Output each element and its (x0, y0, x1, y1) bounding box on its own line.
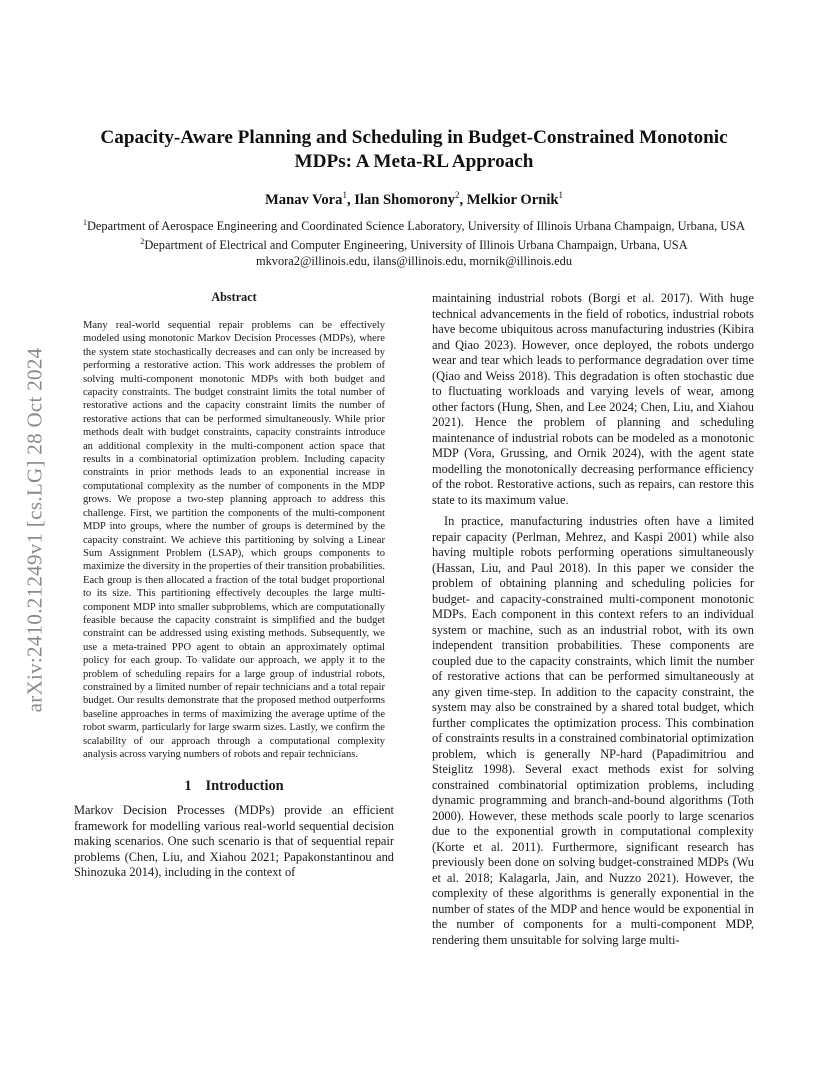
author-emails: mkvora2@illinois.edu, ilans@illinois.edu, mornik@illinois.edu (255, 254, 573, 269)
intro-paragraph-1-start: Markov Decision Processes (MDPs) provide an efficient framework for modelling various real-world sequential decision making scenarios. One such scenario is that of sequential repair problems (Chen, Liu, and Xiahou 2021; Papakonstantinou and Shinozuka 2014), including in the context of (74, 803, 394, 880)
abstract-heading: Abstract (211, 290, 257, 304)
arxiv-identifier-text: arXiv:2410.21249v1 [cs.LG] 28 Oct 2024 (22, 347, 47, 713)
author-3 (467, 192, 563, 208)
author-separator: , (459, 191, 467, 208)
affiliation-1 (74, 215, 754, 234)
title-line-2: MDPs: A Meta-RL Approach (294, 151, 534, 172)
section-heading-introduction (74, 778, 394, 795)
author-2 (354, 192, 467, 208)
right-column (432, 291, 754, 948)
paper-title (74, 126, 754, 174)
section-number: 1 (184, 778, 192, 795)
author-1 (265, 192, 354, 208)
intro-paragraph-2: In practice, manufacturing industries often have a limited repair capacity (Perlman, Mehrez, and Kaspi 2001) while also having multiple robots performing operations simultaneously (Hassan, Liu, and Paul 2018). In this paper we consider the problem of obtaining planning and scheduling policies for budget- and capacity-constrained multi-component monotonic MDPs. Each component in this context refers to an individual system or machine, such as an industrial robot, with its own independent transition probabilities. These components are coupled due to the capacity constraints, which limit the number of restorative actions that can be performed simultaneously at any given time-step. In addition to the capacity constraint, the system may also be constrained by a shared total budget, which further complicates the optimization process. This combination of constraints results in a constrained combinatorial optimization problem, which is generally NP-hard (Papadimitriou and Steiglitz 1998). Several exact methods exist for solving constrained combinatorial optimization problems, including dynamic programming and branch-and-bound algorithms (Toth 2000). However, these methods scale poorly to large scenarios due to the exponential growth in computational complexity (Korte et al. 2011). Furthermore, significant research has previously been done on solving budget-constrained MDPs (Wu et al. 2018; Kalagarla, Jain, and Nuzzo 2021). However, the complexity of these algorithms is generally exponential in the number of states of the MDP and hence would be exponential in the number of components for a multi-component MDP, rendering them unsuitable for solving large multi- (432, 514, 754, 947)
author-2-affil-mark: 2 (454, 190, 460, 200)
author-list (74, 190, 754, 209)
affiliation-2-mark: 2 (140, 236, 145, 246)
title-line-1: Capacity-Aware Planning and Scheduling in Budget-Constrained Monotonic (100, 127, 728, 148)
left-column (74, 290, 394, 881)
author-1-affil-mark: 1 (342, 190, 347, 200)
author-1-name: Manav Vora (265, 191, 343, 208)
paper-header (74, 126, 754, 269)
affiliation-1-mark: 1 (82, 217, 87, 227)
intro-paragraph-1-continued: maintaining industrial robots (Borgi et al. 2017). With huge technical advancements in the field of robotics, industrial robots have become ubiquitous across manufacturing industries (Kibira and Qiao 2023). However, once deployed, the robots undergo wear and tear which leads to performance degradation over time (Qiao and Weiss 2018). This degradation is often stochastic due to fluctuating workloads and varying levels of wear, among other factors (Hung, Shen, and Lee 2024; Chen, Liu, and Xiahou 2021). Hence the problem of planning and scheduling maintenance of industrial robots can be modeled as a monotonic MDP (Vora, Grussing, and Ornik 2024), with the agent state modelling the monotonically decreasing performance efficiency of the robot. Restorative actions, such as repairs, can restore this state to its maximum value. (432, 291, 754, 507)
author-separator: , (346, 191, 355, 208)
affiliation-2-text: Department of Electrical and Computer Engineering, University of Illinois Urbana Champaign, Urbana, USA (144, 238, 688, 253)
author-3-affil-mark: 1 (558, 190, 563, 200)
section-title: Introduction (205, 778, 284, 795)
affiliation-1-text: Department of Aerospace Engineering and Coordinated Science Laboratory, University of Illinois Urbana Champaign, Urbana, USA (86, 218, 746, 233)
affiliations (74, 215, 754, 269)
arxiv-identifier-stamp (20, 290, 50, 770)
author-3-name: Melkior Ornik (466, 191, 559, 208)
affiliation-2 (74, 234, 754, 253)
author-2-name: Ilan Shomorony (354, 191, 455, 208)
abstract-text: Many real-world sequential repair problems can be effectively modeled using monotonic Markov Decision Processes (MDPs), where the system state stochastically decreases and can only be increased by performing a restorative action. This work addresses the problem of solving multi-component monotonic MDPs with both budget and capacity constraints. The budget constraint limits the total number of restorative actions and the capacity constraint limits the number of restorative actions that can be performed simultaneously. While prior methods dealt with budget constraints, capacity constraints introduce an additional complexity in the multi-component action space that results in a combinatorial optimization problem. Including capacity constraints in prior methods leads to an exponential increase in computational complexity as the number of components in the MDP grows. We propose a two-step planning approach to address this challenge. First, we partition the components of the multi-component MDP into groups, where the number of groups is determined by the capacity constraint. We achieve this partitioning by solving a Linear Sum Assignment Problem (LSAP), which groups components to maximize the diversity in the properties of their transition probabilities. Each group is then allocated a fraction of the total budget proportional to its size. This partitioning effectively decouples the large multi-component MDP into smaller subproblems, which are computationally feasible because the capacity constraint is simplified and the budget constraint can be addressed using existing methods. Subsequently, we use a meta-trained PPO agent to obtain an approximately optimal policy for each group. To validate our approach, we apply it to the problem of scheduling repairs for a large group of industrial robots, constrained by a limited number of repair technicians and a total repair budget. Our results demonstrate that the proposed method outperforms baseline approaches in terms of maximizing the average uptime of the robot swarm, particularly for large swarm sizes. Lastly, we confirm the scalability of our approach through a computational complexity analysis across varying numbers of robots and repair technicians. (83, 320, 385, 760)
